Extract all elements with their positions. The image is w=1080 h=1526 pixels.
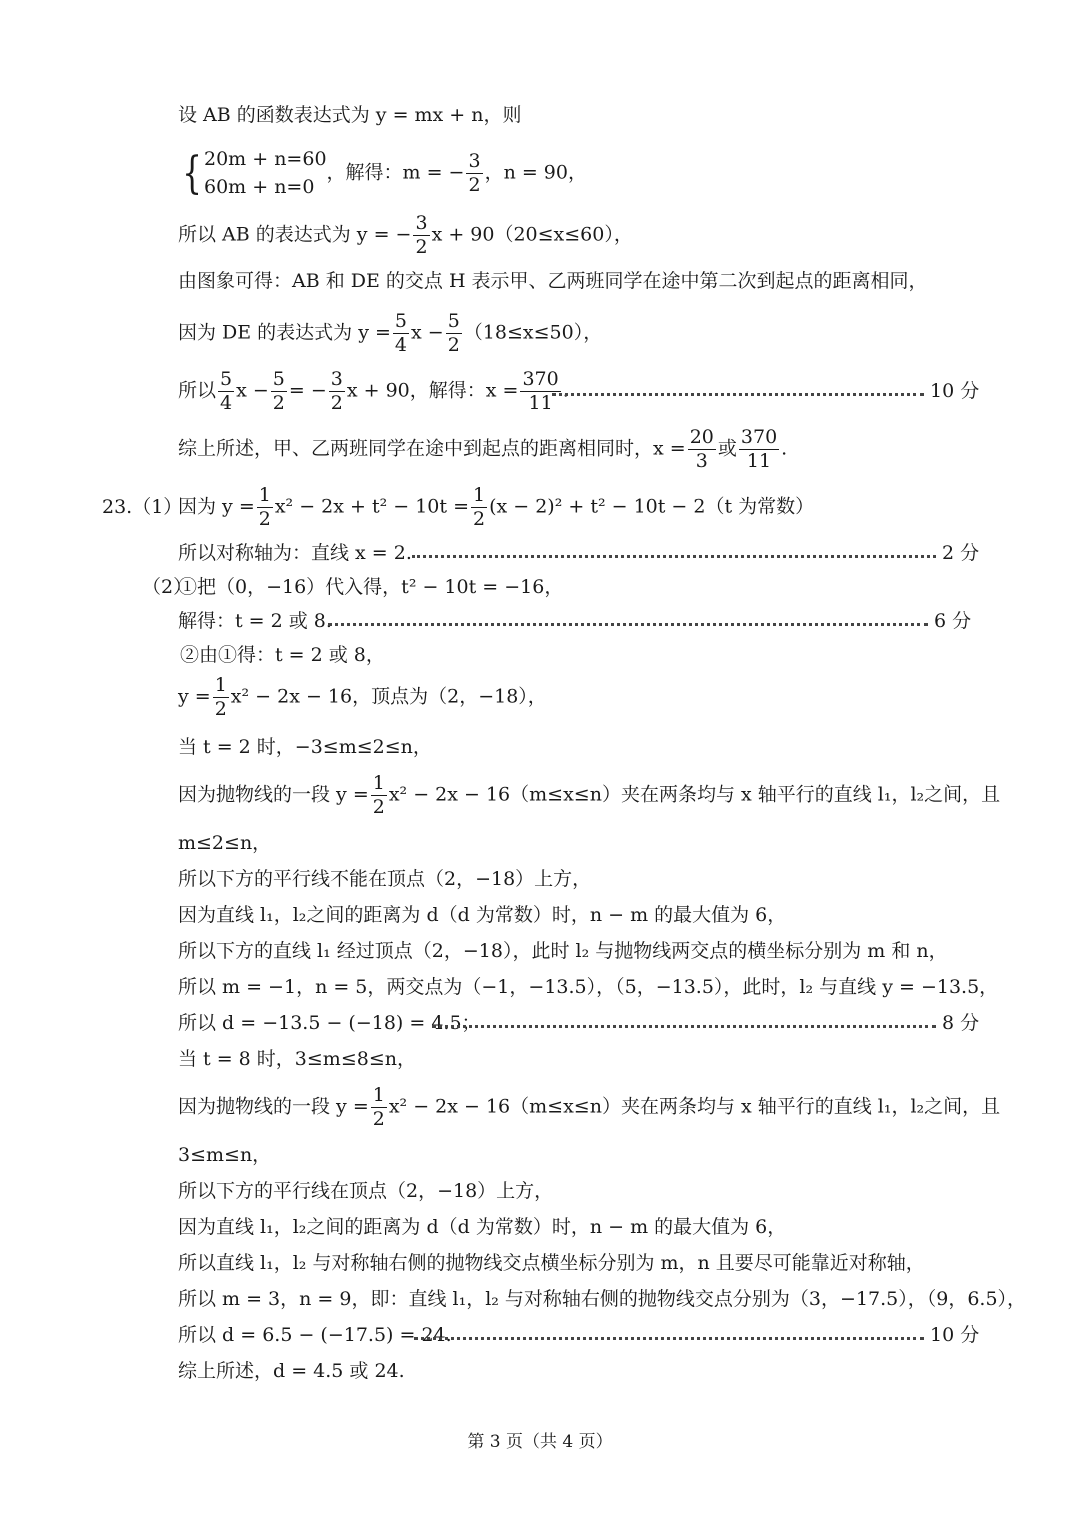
brace-symbol: { [182, 147, 202, 199]
fraction [329, 370, 345, 413]
denominator: 2 [272, 392, 285, 414]
fraction [393, 312, 409, 355]
text-segment: x² − 2x − 16（m≤x≤n）夹在两条均与 x 轴平行的直线 l₁，l₂之间，且 [388, 783, 1001, 806]
text-segment: 因为抛物线的一段 y = [178, 1095, 369, 1118]
numerator: 5 [394, 310, 408, 332]
numerator: 370 [522, 368, 559, 390]
numerator: 370 [740, 426, 778, 448]
score-label: 10 分 [930, 380, 980, 402]
denominator: 2 [372, 796, 385, 818]
denominator: 2 [330, 392, 343, 414]
numerator: 5 [447, 310, 460, 332]
score-label: 8 分 [942, 1012, 980, 1034]
numerator: 20 [689, 426, 714, 448]
text-segment: x² − 2x − 16，顶点为（2，−18）， [230, 685, 547, 708]
text-segment: ，解得：m = − [326, 161, 465, 184]
line-lower-parallel-2: 所以下方的平行线在顶点（2，−18）上方， [178, 1180, 554, 1202]
text-segment: x + 90，解得：x = [346, 379, 519, 402]
equation-system [204, 146, 327, 201]
score-label: 10 分 [930, 1324, 980, 1346]
fraction [446, 312, 462, 355]
line-axis: 所以对称轴为：直线 x = 2. [178, 542, 412, 564]
denominator: 4 [394, 334, 408, 356]
fraction [213, 676, 229, 719]
line-d-result-1: 所以 d = −13.5 − (−18) = 4.5； [178, 1012, 481, 1034]
text-segment: y = [178, 685, 211, 708]
denominator: 2 [258, 508, 271, 530]
numerator: 3 [330, 368, 343, 390]
denominator: 11 [746, 450, 772, 472]
denominator: 3 [695, 450, 708, 472]
text-segment: x − [236, 379, 269, 402]
fraction [371, 774, 387, 817]
fraction [257, 486, 273, 529]
line-q23-expression [178, 486, 814, 529]
numerator: 1 [372, 772, 385, 794]
line-de-expression [178, 312, 602, 355]
line-summary-x [178, 428, 787, 471]
numerator: 1 [214, 674, 227, 696]
score-leader-dots [432, 1025, 936, 1028]
line-intersection-h: 由图象可得：AB 和 DE 的交点 H 表示甲、乙两班同学在途中第二次到起点的距离相同， [178, 270, 928, 292]
denominator: 2 [472, 508, 486, 530]
question-23-number: 23.（1） [102, 496, 183, 518]
numerator: 3 [415, 212, 428, 234]
part-2-number: （2） [142, 576, 193, 598]
text-segment: 所以 [178, 379, 217, 402]
text-segment: 因为抛物线的一段 y = [178, 783, 369, 806]
line-from-1: ②由①得：t = 2 或 8， [180, 644, 385, 666]
page-footer: 第 3 页（共 4 页） [467, 1432, 613, 1452]
line-parabola-segment-1 [178, 774, 1000, 817]
denominator: 2 [372, 1108, 385, 1130]
text-segment: = − [288, 379, 327, 402]
numerator: 1 [372, 1084, 385, 1106]
line-intersections-2: 所以 m = 3，n = 9，即：直线 l₁，l₂ 与对称轴右侧的抛物线交点分别为（3，−17.5），（9，6.5）， [178, 1288, 1027, 1310]
fraction [413, 214, 429, 257]
text-segment: . [562, 379, 569, 402]
denominator: 2 [468, 174, 481, 197]
line-vertex [178, 676, 547, 719]
line-substitute: ①把（0，−16）代入得，t² − 10t = −16， [178, 576, 564, 598]
line-distance-d-2: 因为直线 l₁，l₂之间的距离为 d（d 为常数）时，n − m 的最大值为 6， [178, 1216, 787, 1238]
text-segment: （18≤x≤50）， [463, 321, 603, 344]
line-intersections-1: 所以 m = −1，n = 5，两交点为（−1，−13.5），（5，−13.5），此时，l₂ 与直线 y = −13.5， [178, 976, 999, 998]
numerator: 5 [220, 368, 233, 390]
denominator: 11 [528, 392, 553, 414]
fraction [739, 428, 779, 471]
score-leader-dots [414, 1337, 924, 1340]
fraction [466, 152, 482, 195]
denominator: 2 [214, 698, 227, 720]
score-leader-dots [328, 623, 928, 626]
score-leader-dots [552, 393, 924, 396]
line-distance-d-1: 因为直线 l₁，l₂之间的距离为 d（d 为常数）时，n − m 的最大值为 6， [178, 904, 787, 926]
numerator: 1 [258, 484, 271, 506]
fraction [371, 1086, 387, 1129]
line-solve-t: 解得：t = 2 或 8. [178, 610, 332, 632]
line-solve-x [178, 370, 569, 413]
numerator: 5 [272, 368, 285, 390]
line-equation-system [178, 146, 587, 201]
text-segment: ，n = 90， [484, 161, 587, 184]
text-segment: . [781, 437, 788, 460]
denominator: 2 [447, 334, 460, 356]
fraction [688, 428, 716, 471]
line-ab-expression [178, 214, 633, 257]
line-m-range-2: 3≤m≤n， [178, 1144, 272, 1166]
line-right-side: 所以直线 l₁，l₂ 与对称轴右侧的抛物线交点横坐标分别为 m，n 且要尽可能靠近对称轴， [178, 1252, 925, 1274]
text-segment: 综上所述，甲、乙两班同学在途中到起点的距离相同时，x = [178, 437, 686, 460]
text-segment: x² − 2x + t² − 10t = [274, 495, 469, 518]
score-label: 2 分 [942, 542, 980, 564]
score-label: 6 分 [934, 610, 972, 632]
line-parabola-segment-2 [178, 1086, 1000, 1129]
text-segment: x − [411, 321, 444, 344]
text-segment: 所以 AB 的表达式为 y = − [178, 223, 412, 246]
fraction [520, 370, 560, 413]
text-segment: 因为 y = [178, 495, 255, 518]
system-eq-2: 60m + n=0 [204, 175, 315, 198]
line-lower-parallel-1: 所以下方的平行线不能在顶点（2，−18）上方， [178, 868, 592, 890]
numerator: 1 [472, 484, 486, 506]
fraction [218, 370, 234, 413]
system-eq-1: 20m + n=60 [204, 148, 327, 170]
denominator: 4 [220, 392, 233, 414]
text-segment: x + 90（20≤x≤60）， [431, 223, 633, 246]
line-ab-setup: 设 AB 的函数表达式为 y = mx + n，则 [178, 104, 522, 126]
text-segment: 因为 DE 的表达式为 y = [178, 321, 391, 344]
text-segment: x² − 2x − 16（m≤x≤n）夹在两条均与 x 轴平行的直线 l₁，l₂之间，且 [388, 1095, 1001, 1118]
line-t-equals-2: 当 t = 2 时，−3≤m≤2≤n， [178, 736, 432, 758]
denominator: 2 [415, 236, 428, 258]
score-leader-dots [412, 555, 936, 558]
text-segment: (x − 2)² + t² − 10t − 2（t 为常数） [489, 495, 815, 518]
line-m-range-1: m≤2≤n， [178, 832, 272, 854]
line-final-summary: 综上所述，d = 4.5 或 24. [178, 1360, 405, 1382]
fraction [271, 370, 287, 413]
text-segment: 或 [717, 437, 737, 460]
fraction [471, 486, 487, 529]
numerator: 3 [468, 150, 481, 173]
line-t-equals-8: 当 t = 8 时，3≤m≤8≤n， [178, 1048, 416, 1070]
line-d-result-2: 所以 d = 6.5 − (−17.5) = 24. [178, 1324, 452, 1346]
line-lower-line-vertex: 所以下方的直线 l₁ 经过顶点（2，−18），此时 l₂ 与抛物线两交点的横坐标分别为 m 和 n， [178, 940, 948, 962]
